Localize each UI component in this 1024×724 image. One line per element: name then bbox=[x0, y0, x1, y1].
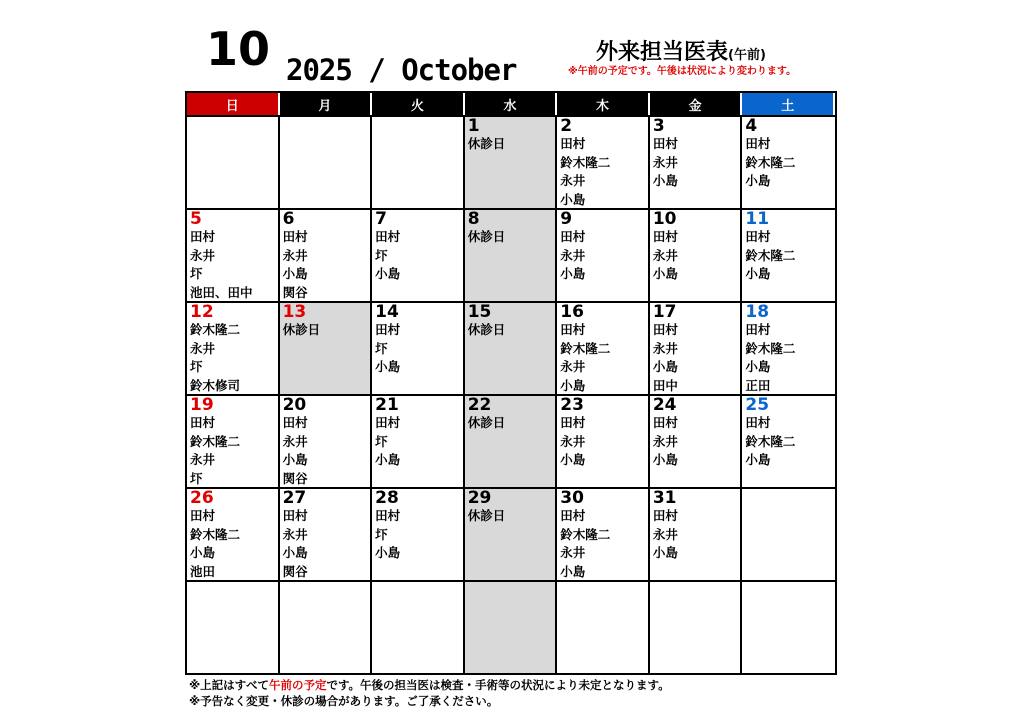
day-number: 1 bbox=[467, 116, 480, 136]
calendar-day-cell bbox=[280, 115, 373, 208]
doctor-name: 鈴木隆二 bbox=[190, 433, 241, 449]
doctor-name: 圷 bbox=[190, 470, 203, 486]
doctor-name: 小島 bbox=[745, 359, 771, 374]
calendar-day-cell bbox=[742, 208, 835, 301]
doctor-name: 圷 bbox=[190, 359, 203, 374]
doctor-name: 小島 bbox=[745, 266, 771, 281]
footer-notes bbox=[189, 677, 849, 709]
calendar-day-cell bbox=[742, 580, 835, 673]
closed-day-label: 休診日 bbox=[467, 508, 506, 523]
calendar-day-cell bbox=[372, 487, 465, 580]
day-number: 26 bbox=[190, 488, 214, 508]
doctor-name: 圷 bbox=[375, 526, 388, 542]
doctor-name: 田中 bbox=[652, 377, 678, 393]
doctor-name: 永井 bbox=[282, 433, 308, 449]
doctor-name: 小島 bbox=[652, 266, 678, 281]
doctor-name: 永井 bbox=[282, 526, 308, 542]
calendar-day-cell bbox=[742, 301, 835, 394]
calendar-day-cell bbox=[557, 115, 650, 208]
doctor-name: 田村 bbox=[745, 229, 771, 244]
footer-line-1 bbox=[189, 677, 849, 693]
doctor-name: 圷 bbox=[190, 266, 203, 281]
day-number bbox=[283, 117, 368, 135]
calendar-day-cell bbox=[187, 394, 280, 487]
day-number: 21 bbox=[375, 395, 399, 415]
doctor-name: 小島 bbox=[190, 545, 216, 560]
doctor-name: 永井 bbox=[282, 247, 308, 263]
doctor-name: 田村 bbox=[190, 508, 216, 523]
doctor-name: 田村 bbox=[652, 508, 678, 523]
closed-day-label: 休診日 bbox=[467, 136, 506, 151]
schedule-title-sub: (午前) bbox=[728, 48, 766, 63]
weekday-header: 日 bbox=[187, 93, 280, 115]
weekday-header: 土 bbox=[742, 93, 835, 115]
doctor-name: 関谷 bbox=[282, 284, 308, 300]
doctor-name: 永井 bbox=[652, 154, 678, 170]
calendar-day-cell bbox=[557, 580, 650, 673]
doctor-name: 永井 bbox=[652, 247, 678, 263]
day-number: 11 bbox=[745, 209, 770, 229]
calendar-day-cell bbox=[465, 208, 558, 301]
calendar-grid bbox=[185, 91, 837, 675]
calendar-day-cell bbox=[465, 394, 558, 487]
calendar-day-cell bbox=[650, 301, 743, 394]
day-number: 24 bbox=[652, 395, 677, 415]
doctor-name: 小島 bbox=[282, 452, 308, 467]
day-number bbox=[745, 582, 832, 600]
calendar-day-cell bbox=[372, 580, 465, 673]
day-number: 14 bbox=[375, 302, 399, 322]
day-number: 15 bbox=[467, 302, 492, 322]
doctor-name: 小島 bbox=[375, 452, 401, 467]
calendar-day-cell bbox=[372, 301, 465, 394]
day-number bbox=[745, 489, 832, 507]
day-number: 23 bbox=[560, 395, 584, 415]
doctor-name: 田村 bbox=[652, 229, 678, 244]
weekday-header: 月 bbox=[280, 93, 373, 115]
calendar-day-cell bbox=[372, 394, 465, 487]
title-block bbox=[560, 42, 836, 78]
month-number: 10 bbox=[206, 22, 271, 76]
day-number: 16 bbox=[560, 302, 584, 322]
doctor-name: 小島 bbox=[652, 359, 678, 374]
doctor-name: 田村 bbox=[745, 322, 771, 337]
closed-day-label: 休診日 bbox=[467, 415, 506, 430]
doctor-name: 永井 bbox=[652, 526, 678, 542]
day-number: 22 bbox=[467, 395, 492, 415]
day-number: 9 bbox=[560, 209, 573, 229]
doctor-name: 鈴木隆二 bbox=[190, 526, 241, 542]
doctor-name: 圷 bbox=[375, 247, 388, 263]
doctor-name: 永井 bbox=[560, 247, 586, 263]
doctor-name: 田村 bbox=[560, 229, 586, 244]
doctor-name: 永井 bbox=[190, 452, 216, 467]
doctor-name: 田村 bbox=[560, 136, 586, 151]
doctor-name: 鈴木隆二 bbox=[745, 433, 796, 449]
footer-line-1-suffix: です。午後の担当医は検査・手術等の状況により未定となります。 bbox=[326, 678, 670, 692]
day-number: 5 bbox=[190, 209, 202, 229]
doctor-name: 小島 bbox=[282, 545, 308, 560]
year-month-label: 2025 / October bbox=[286, 53, 517, 87]
calendar-day-cell bbox=[372, 115, 465, 208]
doctor-name: 小島 bbox=[560, 452, 586, 467]
doctor-name: 小島 bbox=[375, 545, 401, 560]
doctor-name: 小島 bbox=[375, 359, 401, 374]
doctor-name: 田村 bbox=[375, 415, 401, 430]
title-note: ※午前の予定です。午後は状況により変わります。 bbox=[568, 66, 797, 77]
doctor-name: 田村 bbox=[560, 508, 586, 523]
doctor-name: 永井 bbox=[560, 359, 586, 374]
doctor-name: 田村 bbox=[282, 415, 308, 430]
doctor-name: 永井 bbox=[560, 545, 586, 560]
doctor-name: 鈴木隆二 bbox=[560, 154, 611, 170]
calendar-day-cell bbox=[465, 115, 558, 208]
doctor-name: 関谷 bbox=[282, 470, 308, 486]
doctor-name: 小島 bbox=[745, 452, 771, 467]
calendar-day-cell bbox=[650, 115, 743, 208]
day-number: 31 bbox=[652, 488, 677, 508]
calendar-day-cell bbox=[557, 208, 650, 301]
doctor-name: 池田、田中 bbox=[190, 284, 253, 300]
closed-day-label: 休診日 bbox=[467, 322, 506, 337]
day-number bbox=[283, 582, 368, 600]
day-number: 7 bbox=[375, 209, 387, 229]
doctor-name: 田村 bbox=[375, 508, 401, 523]
doctor-name: 田村 bbox=[652, 415, 678, 430]
doctor-name: 田村 bbox=[560, 322, 586, 337]
doctor-name: 田村 bbox=[745, 136, 771, 151]
closed-day-label: 休診日 bbox=[467, 229, 506, 244]
doctor-name: 田村 bbox=[745, 415, 771, 430]
doctor-name: 鈴木隆二 bbox=[560, 526, 611, 542]
doctor-name: 田村 bbox=[652, 136, 678, 151]
calendar-day-cell bbox=[280, 301, 373, 394]
schedule-title-text: 外来担当医表 bbox=[596, 40, 729, 65]
doctor-name: 永井 bbox=[652, 433, 678, 449]
day-number: 3 bbox=[652, 116, 665, 136]
day-number: 8 bbox=[467, 209, 480, 229]
day-number: 18 bbox=[745, 302, 770, 322]
doctor-name: 小島 bbox=[560, 377, 586, 393]
calendar-day-cell bbox=[280, 394, 373, 487]
calendar-day-cell bbox=[187, 580, 280, 673]
doctor-name: 田村 bbox=[560, 415, 586, 430]
calendar-day-cell bbox=[650, 580, 743, 673]
calendar-day-cell bbox=[650, 394, 743, 487]
calendar-day-cell bbox=[465, 580, 558, 673]
doctor-name: 田村 bbox=[190, 229, 216, 244]
doctor-name: 永井 bbox=[652, 340, 678, 356]
day-number: 19 bbox=[190, 395, 214, 415]
doctor-name: 田村 bbox=[282, 229, 308, 244]
day-number: 12 bbox=[190, 302, 214, 322]
footer-line-2: ※予告なく変更・休診の場合があります。ご了承ください。 bbox=[189, 694, 499, 708]
calendar-day-cell bbox=[187, 301, 280, 394]
day-number bbox=[190, 117, 275, 135]
doctor-name: 永井 bbox=[190, 247, 216, 263]
doctor-name: 田村 bbox=[282, 508, 308, 523]
day-number bbox=[375, 117, 460, 135]
doctor-name: 小島 bbox=[652, 452, 678, 467]
calendar-day-cell bbox=[557, 487, 650, 580]
doctor-name: 鈴木修司 bbox=[190, 377, 241, 393]
doctor-name: 関谷 bbox=[282, 563, 308, 579]
calendar-day-cell bbox=[650, 487, 743, 580]
doctor-name: 小島 bbox=[652, 173, 678, 188]
doctor-name: 鈴木隆二 bbox=[560, 340, 611, 356]
day-number: 17 bbox=[652, 302, 677, 322]
day-number: 25 bbox=[745, 395, 770, 415]
calendar-day-cell bbox=[280, 208, 373, 301]
day-number: 2 bbox=[560, 116, 573, 136]
day-number: 4 bbox=[745, 116, 758, 136]
weekday-header: 木 bbox=[557, 93, 650, 115]
calendar-day-cell bbox=[465, 487, 558, 580]
calendar-day-cell bbox=[650, 208, 743, 301]
calendar-day-cell bbox=[557, 301, 650, 394]
weekday-header: 火 bbox=[372, 93, 465, 115]
calendar-day-cell bbox=[187, 487, 280, 580]
doctor-name: 鈴木隆二 bbox=[745, 247, 796, 263]
day-number: 29 bbox=[467, 488, 492, 508]
day-number: 13 bbox=[282, 302, 307, 322]
day-number: 6 bbox=[282, 209, 295, 229]
doctor-name: 小島 bbox=[652, 545, 678, 560]
calendar-day-cell bbox=[742, 487, 835, 580]
doctor-name: 田村 bbox=[190, 415, 216, 430]
calendar-day-cell bbox=[187, 115, 280, 208]
day-number: 30 bbox=[560, 488, 584, 508]
doctor-name: 田村 bbox=[375, 229, 401, 244]
day-number bbox=[468, 582, 553, 600]
doctor-name: 正田 bbox=[745, 377, 771, 393]
day-number: 10 bbox=[652, 209, 677, 229]
doctor-name: 圷 bbox=[375, 433, 388, 449]
doctor-name: 永井 bbox=[560, 433, 586, 449]
doctor-name: 鈴木隆二 bbox=[190, 322, 241, 337]
weekday-header: 水 bbox=[465, 93, 558, 115]
doctor-name: 圷 bbox=[375, 340, 388, 356]
calendar-day-cell bbox=[372, 208, 465, 301]
doctor-name: 田村 bbox=[375, 322, 401, 337]
doctor-name: 小島 bbox=[560, 563, 586, 579]
doctor-name: 池田 bbox=[190, 563, 216, 579]
schedule-title bbox=[560, 42, 836, 64]
doctor-name: 小島 bbox=[560, 266, 586, 281]
footer-line-1-highlight: 午前の予定 bbox=[268, 678, 327, 692]
doctor-name: 鈴木隆二 bbox=[745, 340, 796, 356]
day-number: 27 bbox=[282, 488, 307, 508]
footer-line-1-prefix: ※上記はすべて bbox=[189, 678, 269, 692]
day-number bbox=[653, 582, 738, 600]
calendar-day-cell bbox=[187, 208, 280, 301]
day-number bbox=[375, 582, 460, 600]
doctor-name: 永井 bbox=[190, 340, 216, 356]
day-number: 28 bbox=[375, 488, 399, 508]
doctor-name: 小島 bbox=[375, 266, 401, 281]
doctor-name: 田村 bbox=[652, 322, 678, 337]
day-number bbox=[190, 582, 275, 600]
calendar-day-cell bbox=[742, 115, 835, 208]
calendar-day-cell bbox=[465, 301, 558, 394]
calendar-day-cell bbox=[280, 487, 373, 580]
doctor-name: 小島 bbox=[282, 266, 308, 281]
doctor-name: 永井 bbox=[560, 173, 586, 188]
day-number bbox=[560, 582, 645, 600]
doctor-name: 小島 bbox=[745, 173, 771, 188]
doctor-name: 小島 bbox=[560, 191, 586, 207]
calendar-day-cell bbox=[280, 580, 373, 673]
day-number: 20 bbox=[282, 395, 307, 415]
doctor-name: 鈴木隆二 bbox=[745, 154, 796, 170]
weekday-header: 金 bbox=[650, 93, 743, 115]
calendar-day-cell bbox=[742, 394, 835, 487]
closed-day-label: 休診日 bbox=[282, 322, 321, 337]
calendar-day-cell bbox=[557, 394, 650, 487]
